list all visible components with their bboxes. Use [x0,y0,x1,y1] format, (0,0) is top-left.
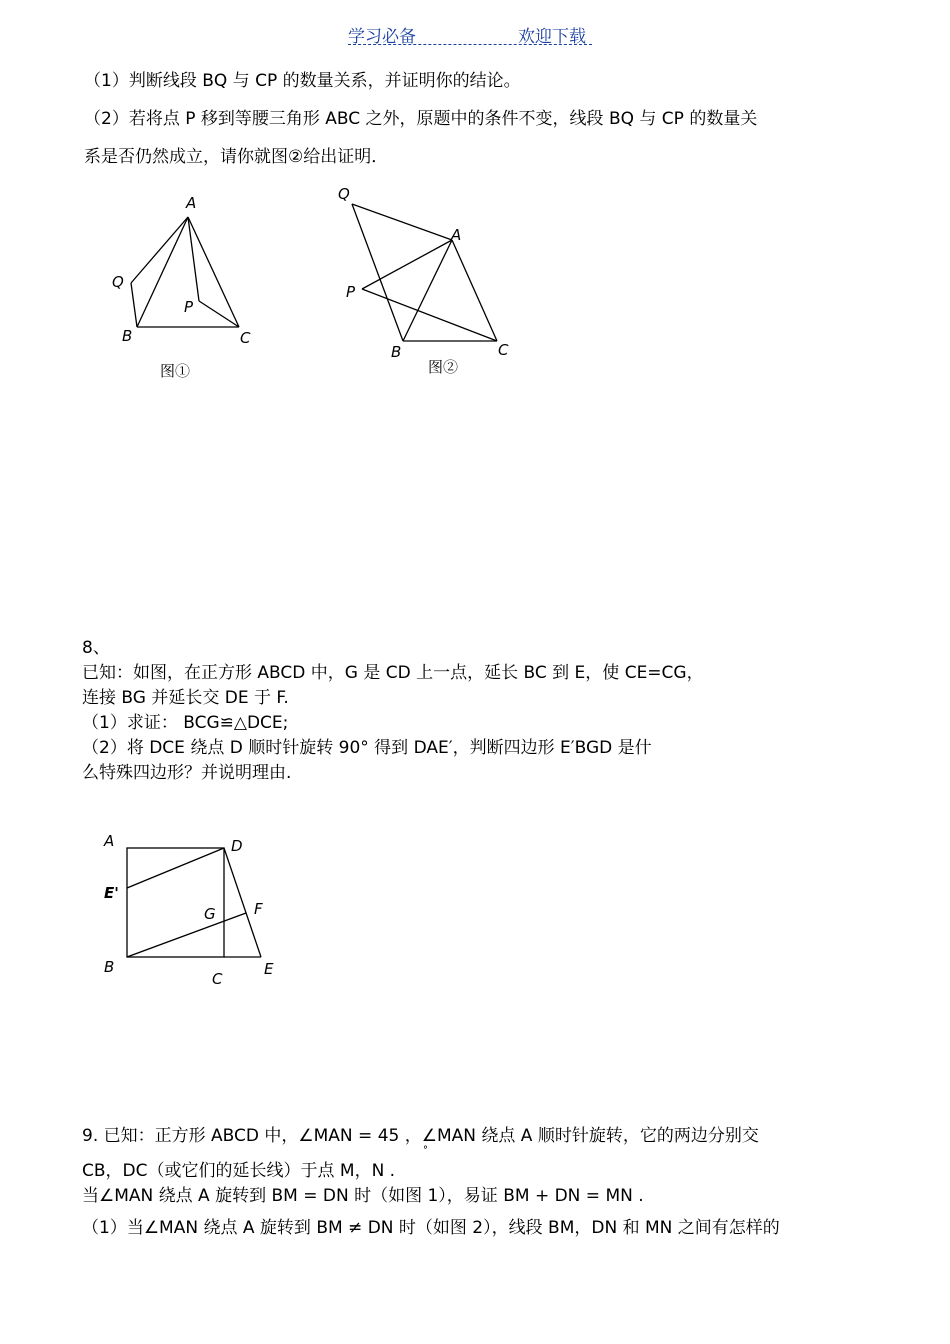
q8-label-A: A [104,832,115,850]
fig1-label-C: C [240,329,251,347]
fig2-caption: 图② [428,358,459,376]
fig2-label-A: A [451,226,462,244]
header-right: 欢迎下载 [518,27,586,47]
q8-label-F: F [254,900,263,918]
fig2-label-B: B [391,343,402,361]
q8-line1: 已知：如图，在正方形 ABCD 中，G 是 CD 上一点，延长 BC 到 E，使 CE=CG， [82,663,704,683]
prev-part2-line2: 系是否仍然成立，请你就图②给出证明． [84,147,389,167]
q9-degree-mark: ° [423,1145,428,1156]
fig2-label-Q: Q [338,185,350,203]
q8-number: 8、 [82,638,110,658]
q8-part2-line2: 么特殊四边形？并说明理由. [82,763,292,783]
q8-label-E-prime: E' [104,884,119,902]
prev-part2-line1: （2）若将点 P 移到等腰三角形 ABC 之外，原题中的条件不变，线段 BQ 与 CP 的数量关 [84,109,758,129]
q9-line1: 9. 已知：正方形 ABCD 中，∠MAN = 45 ，∠MAN 绕点 A 顺时针旋转，它的两边分别交 [82,1126,759,1146]
fig1-caption: 图① [160,362,191,380]
q8-part1: （1）求证： BCG≌△DCE; [82,713,289,733]
fig2-label-C: C [498,341,509,359]
fig1-label-A: A [186,194,197,212]
q9-line2: CB，DC（或它们的延长线）于点 M，N . [82,1161,396,1181]
q8-label-G: G [204,905,216,923]
q8-line2: 连接 BG 并延长交 DE 于 F. [82,688,289,708]
q8-line-BF [127,913,246,957]
prev-part1: （1）判断线段 BQ 与 CP 的数量关系，并证明你的结论。 [84,71,521,91]
q8-part2-line1: （2）将 DCE 绕点 D 顺时针旋转 90° 得到 DAE′，判断四边形 E′BGD 是什 [82,738,652,758]
q9-part1: （1）当∠MAN 绕点 A 旋转到 BM ≠ DN 时（如图 2），线段 BM，DN 和 MN 之间有怎样的 [82,1218,780,1238]
q9-line3: 当∠MAN 绕点 A 旋转到 BM = DN 时（如图 1），易证 BM + DN = MN . [82,1186,644,1206]
fig1-label-B: B [122,327,133,345]
q8-label-E: E [264,960,274,978]
fig2-label-P: P [346,283,356,301]
fig1-label-P: P [184,298,194,316]
q8-label-B: B [104,958,115,976]
q8-square-abcd [127,848,224,957]
q8-label-C: C [212,970,223,988]
header-left: 学习必备 [348,27,416,47]
q8-label-D: D [231,837,243,855]
q8-line-E2D [127,848,224,888]
fig1-label-Q: Q [112,273,124,291]
